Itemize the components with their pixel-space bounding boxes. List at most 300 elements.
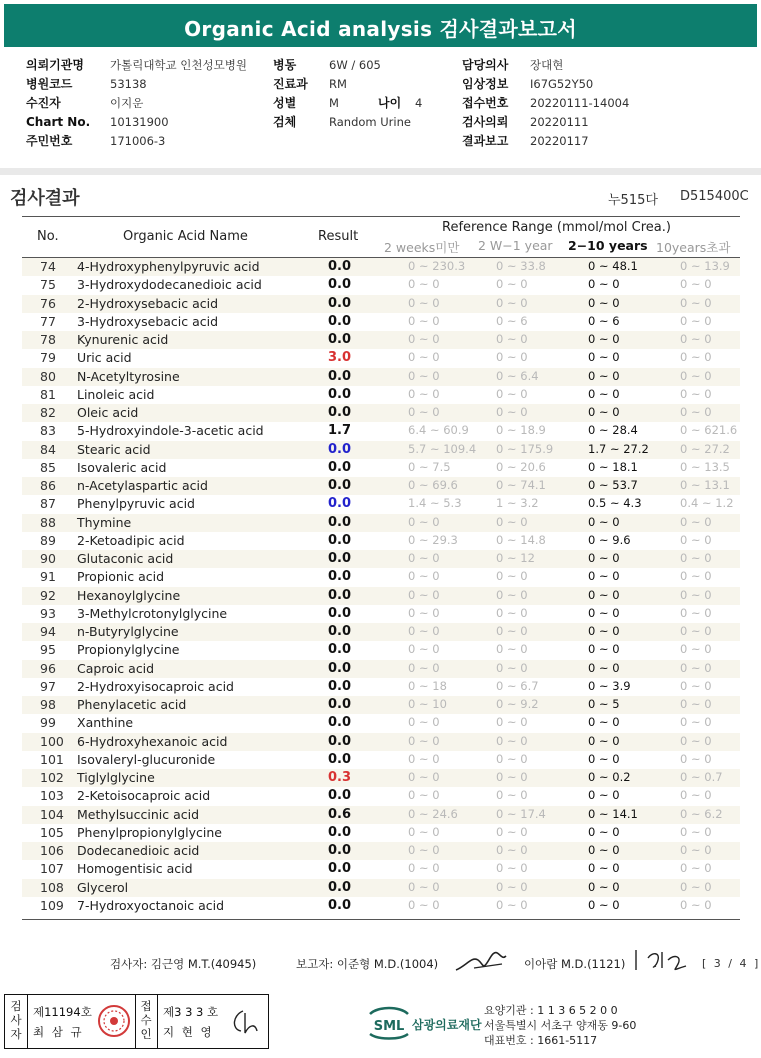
table-row xyxy=(22,879,740,897)
table-row xyxy=(22,368,740,386)
signature-scribble-3 xyxy=(229,1007,263,1037)
row-number: 85 xyxy=(40,459,56,475)
row-number: 92 xyxy=(40,587,56,603)
row-range-adult: 0 ~ 13.9 xyxy=(680,259,730,273)
row-result: 0.0 xyxy=(328,277,352,293)
row-range-adult: 0 ~ 6.2 xyxy=(680,806,723,821)
row-range-infant: 0 ~ 6.4 xyxy=(496,368,539,383)
row-range-newborn: 0 ~ 0 xyxy=(408,551,440,565)
row-range-adult: 0 ~ 0 xyxy=(680,514,712,529)
row-range-adult: 0 ~ 0 xyxy=(680,824,712,839)
row-range-adult: 0 ~ 0 xyxy=(680,587,712,602)
row-range-child: 0 ~ 0 xyxy=(588,350,620,365)
row-range-adult: 0 ~ 0.7 xyxy=(680,770,723,784)
section-divider xyxy=(0,168,761,175)
row-range-infant: 0 ~ 0 xyxy=(496,879,528,894)
row-range-newborn: 0 ~ 0 xyxy=(408,605,440,620)
row-range-newborn: 0 ~ 0 xyxy=(408,733,440,748)
row-range-infant: 0 ~ 0 xyxy=(496,624,528,638)
row-range-child: 0 ~ 0 xyxy=(588,605,620,620)
info-label: 병동 xyxy=(273,58,297,72)
row-acid-name: 4-Hydroxyphenylpyruvic acid xyxy=(77,259,260,274)
row-range-newborn: 0 ~ 18 xyxy=(408,678,447,693)
table-row xyxy=(22,714,740,732)
row-range-child: 0 ~ 0.2 xyxy=(588,770,631,784)
row-range-newborn: 0 ~ 0 xyxy=(408,386,440,401)
row-range-infant: 0 ~ 0 xyxy=(496,897,528,912)
row-range-newborn: 0 ~ 0 xyxy=(408,642,440,657)
row-range-adult: 0.4 ~ 1.2 xyxy=(680,496,734,511)
row-range-child: 1.7 ~ 27.2 xyxy=(588,441,649,456)
table-bottom-rule xyxy=(22,919,740,920)
stamp-divider xyxy=(135,995,136,1048)
row-range-infant: 0 ~ 0 xyxy=(496,605,528,620)
tester-signature: 검사자: 김근영 M.T.(40945) xyxy=(110,957,257,971)
row-acid-name: Kynurenic acid xyxy=(77,332,169,347)
row-range-newborn: 0 ~ 0 xyxy=(408,350,440,365)
logo-text: SML xyxy=(373,1019,405,1034)
row-range-newborn: 0 ~ 0 xyxy=(408,788,440,803)
row-number: 98 xyxy=(40,697,56,712)
row-range-adult: 0 ~ 27.2 xyxy=(680,441,730,456)
row-range-newborn: 0 ~ 0 xyxy=(408,660,440,675)
row-result: 0.0 xyxy=(328,459,352,475)
row-range-child: 0 ~ 6 xyxy=(588,313,620,328)
info-col-3-values xyxy=(530,56,629,151)
row-range-infant: 0 ~ 0 xyxy=(496,514,528,529)
row-range-newborn: 0 ~ 0 xyxy=(408,313,440,328)
row-range-newborn: 5.7 ~ 109.4 xyxy=(408,441,477,456)
org-phone: 대표번호 : 1661-5117 xyxy=(484,1034,598,1047)
row-result: 0.0 xyxy=(328,660,352,676)
row-result: 0.0 xyxy=(328,313,352,329)
row-acid-name: Xanthine xyxy=(77,715,134,731)
row-range-child: 0 ~ 0 xyxy=(588,879,620,894)
row-result: 0.0 xyxy=(328,843,352,858)
row-number: 103 xyxy=(40,788,64,804)
row-range-newborn: 0 ~ 0 xyxy=(408,824,440,839)
row-range-child: 0 ~ 48.1 xyxy=(588,259,638,273)
age-value: 4 xyxy=(415,96,423,110)
row-number: 90 xyxy=(40,551,56,566)
row-range-adult: 0 ~ 0 xyxy=(680,678,712,693)
row-range-adult: 0 ~ 13.5 xyxy=(680,459,730,474)
row-range-newborn: 0 ~ 0 xyxy=(408,751,440,766)
row-acid-name: Phenylpyruvic acid xyxy=(77,496,195,512)
row-number: 84 xyxy=(40,441,56,457)
row-range-child: 0 ~ 0 xyxy=(588,843,620,857)
sex: M xyxy=(329,96,339,110)
stamp-divider xyxy=(27,995,28,1048)
row-number: 76 xyxy=(40,295,56,311)
table-top-rule xyxy=(22,216,740,217)
row-acid-name: Methylsuccinic acid xyxy=(77,806,200,822)
row-acid-name: Isovaleryl-glucuronide xyxy=(77,751,216,767)
table-row xyxy=(22,459,740,477)
row-range-child: 0 ~ 0 xyxy=(588,551,620,565)
row-range-infant: 0 ~ 0 xyxy=(496,332,528,346)
row-range-newborn: 0 ~ 0 xyxy=(408,770,440,784)
row-range-adult: 0 ~ 0 xyxy=(680,313,712,328)
row-range-adult: 0 ~ 0 xyxy=(680,405,712,419)
row-range-adult: 0 ~ 0 xyxy=(680,751,712,766)
row-range-child: 0 ~ 0 xyxy=(588,642,620,657)
seal-icon xyxy=(97,1004,131,1038)
request-date: 20220111 xyxy=(530,115,589,129)
row-result: 0.0 xyxy=(328,624,352,639)
age-field xyxy=(378,94,422,113)
department: RM xyxy=(329,77,347,91)
row-number: 81 xyxy=(40,386,56,402)
info-label: 검체 xyxy=(273,115,297,129)
row-result: 0.0 xyxy=(328,405,352,420)
approval-stamp-box xyxy=(4,994,269,1049)
col-header-range-child: 2−10 years xyxy=(568,238,648,253)
reporter2-signature: 이아람 M.D.(1121) xyxy=(524,957,626,971)
col-header-no: No. xyxy=(37,229,59,244)
info-label: 주민번호 xyxy=(26,134,73,148)
row-range-child: 0 ~ 0 xyxy=(588,897,620,912)
row-range-newborn: 0 ~ 0 xyxy=(408,624,440,638)
row-range-adult: 0 ~ 0 xyxy=(680,642,712,657)
row-range-infant: 0 ~ 14.8 xyxy=(496,532,546,547)
row-result: 0.6 xyxy=(328,806,352,822)
info-label: 성별 xyxy=(273,96,297,110)
table-row xyxy=(22,331,740,349)
row-range-infant: 0 ~ 0 xyxy=(496,295,528,310)
row-range-adult: 0 ~ 0 xyxy=(680,660,712,675)
table-row xyxy=(22,733,740,751)
table-row xyxy=(22,386,740,404)
row-number: 77 xyxy=(40,313,56,329)
row-result: 0.0 xyxy=(328,514,352,530)
row-range-infant: 0 ~ 0 xyxy=(496,861,528,876)
row-range-newborn: 0 ~ 0 xyxy=(408,332,440,346)
table-row xyxy=(22,276,740,294)
row-range-adult: 0 ~ 0 xyxy=(680,605,712,620)
row-result: 0.0 xyxy=(328,879,352,895)
row-range-infant: 0 ~ 33.8 xyxy=(496,259,546,273)
row-range-newborn: 0 ~ 0 xyxy=(408,897,440,912)
row-range-child: 0 ~ 0 xyxy=(588,733,620,748)
row-range-adult: 0 ~ 0 xyxy=(680,697,712,711)
row-range-infant: 0 ~ 0 xyxy=(496,788,528,803)
row-acid-name: N-Acetyltyrosine xyxy=(77,368,180,384)
row-number: 106 xyxy=(40,843,64,858)
col-header-range-infant: 2 W−1 year xyxy=(478,238,553,253)
receipt-number: 20220111-14004 xyxy=(530,96,630,110)
row-result: 0.0 xyxy=(328,569,352,585)
row-range-adult: 0 ~ 0 xyxy=(680,368,712,383)
row-range-adult: 0 ~ 621.6 xyxy=(680,423,738,438)
row-range-adult: 0 ~ 0 xyxy=(680,624,712,638)
test-id: D515400C xyxy=(680,189,749,204)
row-range-child: 0 ~ 0 xyxy=(588,368,620,383)
row-range-adult: 0 ~ 13.1 xyxy=(680,478,730,492)
row-range-adult: 0 ~ 0 xyxy=(680,733,712,748)
table-row xyxy=(22,605,740,623)
info-label: 접수번호 xyxy=(462,96,509,110)
stamp-divider xyxy=(157,995,158,1048)
row-acid-name: Homogentisic acid xyxy=(77,861,193,877)
info-label: 수진자 xyxy=(26,96,61,110)
row-result: 0.0 xyxy=(328,368,352,384)
chart-number: 10131900 xyxy=(110,115,169,129)
row-result: 0.0 xyxy=(328,496,352,512)
title-bar xyxy=(4,4,757,47)
info-label: 병원코드 xyxy=(26,77,73,91)
report-title: Organic Acid analysis 검사결과보고서 xyxy=(184,17,577,41)
row-range-newborn: 0 ~ 0 xyxy=(408,277,440,292)
info-col-2 xyxy=(273,56,308,132)
row-range-child: 0 ~ 0 xyxy=(588,861,620,876)
row-range-newborn: 0 ~ 29.3 xyxy=(408,532,458,547)
row-range-newborn: 0 ~ 10 xyxy=(408,697,447,711)
org-name: 삼광의료재단 xyxy=(412,1018,482,1032)
row-range-child: 0 ~ 0 xyxy=(588,751,620,766)
row-acid-name: 2-Hydroxysebacic acid xyxy=(77,295,219,311)
table-row xyxy=(22,897,740,915)
row-range-newborn: 0 ~ 0 xyxy=(408,405,440,419)
row-number: 87 xyxy=(40,496,56,512)
row-range-newborn: 0 ~ 0 xyxy=(408,879,440,894)
row-acid-name: 5-Hydroxyindole-3-acetic acid xyxy=(77,423,264,439)
row-range-infant: 0 ~ 0 xyxy=(496,843,528,857)
row-result: 0.0 xyxy=(328,551,352,566)
row-range-child: 0 ~ 0 xyxy=(588,514,620,529)
row-result: 0.0 xyxy=(328,386,352,402)
row-acid-name: Linoleic acid xyxy=(77,386,155,402)
row-range-infant: 0 ~ 6 xyxy=(496,313,528,328)
row-range-adult: 0 ~ 0 xyxy=(680,386,712,401)
row-acid-name: Phenylacetic acid xyxy=(77,697,187,712)
table-row xyxy=(22,751,740,769)
signature-scribble-2 xyxy=(632,946,692,974)
row-acid-name: Uric acid xyxy=(77,350,132,366)
row-range-infant: 0 ~ 17.4 xyxy=(496,806,546,821)
row-range-infant: 0 ~ 0 xyxy=(496,569,528,584)
row-result: 0.0 xyxy=(328,478,352,493)
row-result: 0.0 xyxy=(328,678,352,694)
row-range-newborn: 0 ~ 0 xyxy=(408,295,440,310)
row-number: 105 xyxy=(40,824,64,840)
row-result: 0.0 xyxy=(328,788,352,804)
stamp-label-tester: 검사자 xyxy=(10,999,22,1041)
info-row xyxy=(26,94,90,113)
table-row xyxy=(22,532,740,550)
row-range-infant: 0 ~ 0 xyxy=(496,350,528,365)
table-row xyxy=(22,787,740,805)
row-range-adult: 0 ~ 0 xyxy=(680,843,712,857)
row-range-newborn: 0 ~ 0 xyxy=(408,587,440,602)
row-range-adult: 0 ~ 0 xyxy=(680,551,712,565)
row-result: 0.0 xyxy=(328,861,352,877)
row-result: 0.0 xyxy=(328,733,352,749)
row-range-infant: 1 ~ 3.2 xyxy=(496,496,539,511)
row-number: 86 xyxy=(40,478,56,493)
row-range-newborn: 0 ~ 7.5 xyxy=(408,459,451,474)
row-result: 0.0 xyxy=(328,259,352,274)
table-row xyxy=(22,422,740,440)
row-range-child: 0 ~ 5 xyxy=(588,697,620,711)
clinical-info: I67G52Y50 xyxy=(530,77,594,91)
row-acid-name: Isovaleric acid xyxy=(77,459,167,475)
row-range-infant: 0 ~ 74.1 xyxy=(496,478,546,492)
row-number: 107 xyxy=(40,861,64,877)
row-result: 0.0 xyxy=(328,751,352,767)
row-range-adult: 0 ~ 0 xyxy=(680,277,712,292)
row-acid-name: 6-Hydroxyhexanoic acid xyxy=(77,733,228,749)
table-row xyxy=(22,842,740,860)
table-row xyxy=(22,477,740,495)
table-row xyxy=(22,696,740,714)
row-range-newborn: 0 ~ 0 xyxy=(408,514,440,529)
row-range-newborn: 0 ~ 0 xyxy=(408,715,440,730)
row-range-child: 0 ~ 0 xyxy=(588,715,620,730)
row-number: 91 xyxy=(40,569,56,585)
stamp-number-1: 제11194호 xyxy=(33,1005,92,1019)
row-range-infant: 0 ~ 175.9 xyxy=(496,441,554,456)
table-row xyxy=(22,295,740,313)
row-result: 0.0 xyxy=(328,532,352,548)
row-range-child: 0 ~ 53.7 xyxy=(588,478,638,492)
row-range-adult: 0 ~ 0 xyxy=(680,861,712,876)
row-range-newborn: 6.4 ~ 60.9 xyxy=(408,423,469,438)
info-label: 임상정보 xyxy=(462,77,509,91)
table-row xyxy=(22,660,740,678)
row-number: 94 xyxy=(40,624,56,639)
row-range-child: 0 ~ 0 xyxy=(588,788,620,803)
results-table xyxy=(22,258,740,915)
row-number: 79 xyxy=(40,350,56,366)
info-col-1-values xyxy=(110,56,247,151)
row-acid-name: Glycerol xyxy=(77,879,129,895)
row-result: 0.0 xyxy=(328,824,352,840)
row-acid-name: Glutaconic acid xyxy=(77,551,174,566)
doctor-name: 장대현 xyxy=(530,58,564,72)
row-number: 95 xyxy=(40,642,56,658)
row-range-newborn: 0 ~ 0 xyxy=(408,861,440,876)
row-number: 78 xyxy=(40,332,56,347)
section-title: 검사결과 xyxy=(10,188,80,209)
info-row xyxy=(26,56,90,75)
ward: 6W / 605 xyxy=(329,58,381,72)
row-number: 99 xyxy=(40,715,56,731)
table-row xyxy=(22,495,740,513)
stamp-name-1: 최 삼 규 xyxy=(33,1025,84,1039)
info-col-1 xyxy=(26,56,90,151)
row-result: 3.0 xyxy=(328,350,352,366)
info-row xyxy=(26,113,90,132)
row-result: 1.7 xyxy=(328,423,352,439)
row-result: 0.0 xyxy=(328,715,352,731)
info-row xyxy=(26,75,90,94)
row-range-adult: 0 ~ 0 xyxy=(680,788,712,803)
row-acid-name: Caproic acid xyxy=(77,660,155,676)
row-range-infant: 0 ~ 6.7 xyxy=(496,678,539,693)
table-row xyxy=(22,678,740,696)
row-number: 82 xyxy=(40,405,56,420)
table-row xyxy=(22,568,740,586)
org-institution-code: 요양기관 : 1 1 3 6 5 2 0 0 xyxy=(484,1004,618,1017)
row-range-adult: 0 ~ 0 xyxy=(680,879,712,894)
row-number: 96 xyxy=(40,660,56,676)
row-range-infant: 0 ~ 18.9 xyxy=(496,423,546,438)
info-row xyxy=(26,132,90,151)
row-acid-name: Stearic acid xyxy=(77,441,151,457)
row-range-child: 0 ~ 0 xyxy=(588,295,620,310)
row-number: 80 xyxy=(40,368,56,384)
hospital-name: 가톨릭대학교 인천성모병원 xyxy=(110,58,247,72)
row-range-infant: 0 ~ 0 xyxy=(496,386,528,401)
row-number: 74 xyxy=(40,259,56,274)
sml-logo-icon xyxy=(366,1004,412,1040)
row-range-adult: 0 ~ 0 xyxy=(680,350,712,365)
row-number: 109 xyxy=(40,897,64,913)
row-range-adult: 0 ~ 0 xyxy=(680,569,712,584)
stamp-label-receiver: 접수인 xyxy=(140,999,152,1041)
row-range-infant: 0 ~ 0 xyxy=(496,770,528,784)
row-range-child: 0 ~ 0 xyxy=(588,277,620,292)
row-acid-name: 2-Ketoisocaproic acid xyxy=(77,788,211,804)
row-range-infant: 0 ~ 0 xyxy=(496,824,528,839)
table-row xyxy=(22,860,740,878)
info-label: Chart No. xyxy=(26,115,91,129)
table-row xyxy=(22,550,740,568)
table-row xyxy=(22,769,740,787)
table-row xyxy=(22,441,740,459)
table-row xyxy=(22,641,740,659)
page-number: [ 3 / 4 ] xyxy=(702,957,761,970)
row-range-adult: 0 ~ 0 xyxy=(680,532,712,547)
row-result: 0.0 xyxy=(328,587,352,603)
row-range-child: 0 ~ 0 xyxy=(588,587,620,602)
row-range-newborn: 0 ~ 24.6 xyxy=(408,806,458,821)
row-result: 0.0 xyxy=(328,295,352,311)
row-range-infant: 0 ~ 0 xyxy=(496,715,528,730)
test-code: 누515다 xyxy=(608,193,658,208)
signature-scribble-1 xyxy=(452,948,510,976)
row-range-child: 0 ~ 18.1 xyxy=(588,459,638,474)
row-result: 0.0 xyxy=(328,605,352,621)
row-range-adult: 0 ~ 0 xyxy=(680,715,712,730)
row-range-adult: 0 ~ 0 xyxy=(680,295,712,310)
row-range-infant: 0 ~ 20.6 xyxy=(496,459,546,474)
row-acid-name: 3-Hydroxydodecanedioic acid xyxy=(77,277,262,293)
row-range-adult: 0 ~ 0 xyxy=(680,332,712,346)
row-acid-name: Dodecanedioic acid xyxy=(77,843,200,858)
row-range-infant: 0 ~ 0 xyxy=(496,405,528,419)
row-range-infant: 0 ~ 0 xyxy=(496,277,528,292)
table-row xyxy=(22,623,740,641)
row-range-child: 0 ~ 0 xyxy=(588,386,620,401)
row-range-child: 0 ~ 0 xyxy=(588,569,620,584)
row-number: 102 xyxy=(40,770,64,785)
col-header-range-adult: 10years초과 xyxy=(656,240,731,255)
table-row xyxy=(22,587,740,605)
row-range-child: 0 ~ 0 xyxy=(588,332,620,346)
patient-name: 이지운 xyxy=(110,96,144,110)
reporter-signature: 보고자: 이준형 M.D.(1004) xyxy=(296,957,439,971)
row-acid-name: Propionic acid xyxy=(77,569,165,585)
row-range-infant: 0 ~ 0 xyxy=(496,660,528,675)
row-number: 108 xyxy=(40,879,64,895)
row-number: 100 xyxy=(40,733,64,749)
table-row xyxy=(22,258,740,276)
info-label: 결과보고 xyxy=(462,134,509,148)
row-acid-name: n-Butyrylglycine xyxy=(77,624,179,639)
row-range-newborn: 0 ~ 0 xyxy=(408,569,440,584)
